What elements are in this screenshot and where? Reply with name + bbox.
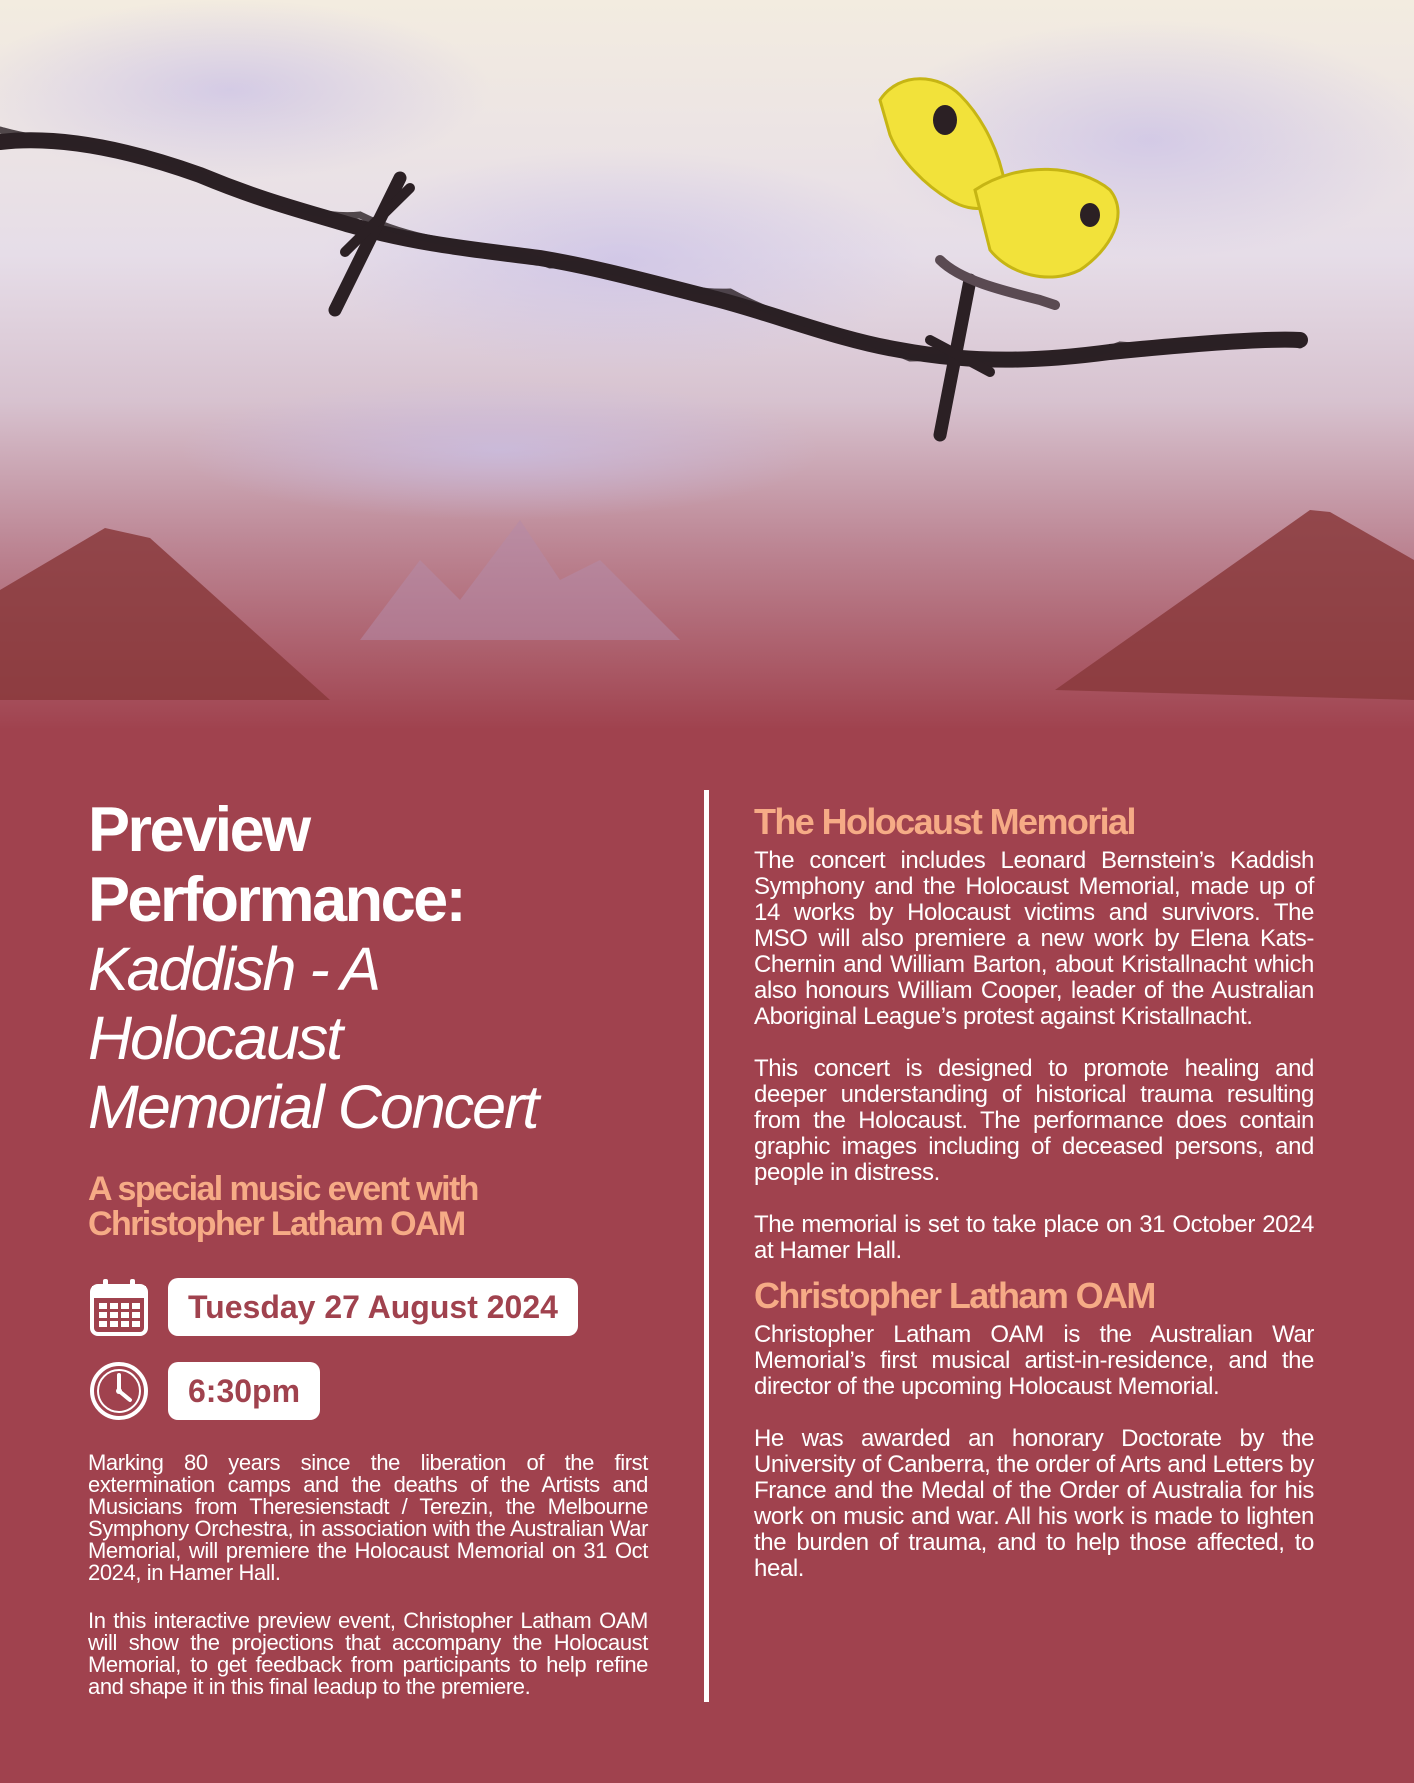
column-divider bbox=[704, 790, 709, 1702]
title-italic-line: Kaddish - A bbox=[88, 935, 380, 1003]
subtitle-line: A special music event with bbox=[88, 1170, 478, 1208]
title-italic-line: Holocaust bbox=[88, 1004, 342, 1072]
paragraph: In this interactive preview event, Christopher Latham OAM will show the projections that accompany the Holocaust Memorial, to get feedback from participants to help refine and shape it in this final leadup to the premiere. bbox=[88, 1608, 648, 1699]
paragraph: Christopher Latham OAM is the Australian War Memorial’s first musical artist-in-residence, and the director of the upcoming Holocaust Memorial. bbox=[754, 1321, 1314, 1400]
event-subtitle bbox=[88, 1172, 648, 1242]
latham-text bbox=[754, 1322, 1314, 1582]
event-date-badge: Tuesday 27 August 2024 bbox=[168, 1278, 578, 1336]
title-italic-line: Memorial Concert bbox=[88, 1073, 538, 1141]
title-bold-line: Performance: bbox=[88, 865, 465, 935]
latham-heading: Christopher Latham OAM bbox=[754, 1275, 1155, 1316]
title-bold-line: Preview bbox=[88, 795, 309, 865]
event-description bbox=[88, 1452, 648, 1698]
paragraph: The memorial is set to take place on 31 October 2024 at Hamer Hall. bbox=[754, 1211, 1314, 1264]
hero-illustration bbox=[0, 0, 1414, 730]
memorial-heading: The Holocaust Memorial bbox=[754, 801, 1135, 842]
paragraph: Marking 80 years since the liberation of the first extermination camps and the deaths of the Artists and Musicians from Theresienstadt / Terezin, the Melbourne Symphony Orchestra, in association with the Australian War Memorial, will premiere the Holocaust Memorial on 31 Oct 2024, in Hamer Hall. bbox=[88, 1450, 648, 1585]
time-row bbox=[88, 1360, 648, 1422]
paragraph: He was awarded an honorary Doctorate by the University of Canberra, the order of Arts and Letters by France and the Medal of the Order of Australia for his work on music and war. All his work is made to lighten the burden of trauma, and to help those affected, to heal. bbox=[754, 1425, 1314, 1582]
clock-icon bbox=[88, 1360, 150, 1422]
paragraph: This concert is designed to promote healing and deeper understanding of historical trauma resulting from the Holocaust. The performance does contain graphic images including of deceased persons, and people in distress. bbox=[754, 1055, 1314, 1186]
event-time-badge: 6:30pm bbox=[168, 1362, 320, 1420]
details-column bbox=[754, 800, 1314, 1608]
memorial-text bbox=[754, 848, 1314, 1264]
calendar-icon bbox=[88, 1276, 150, 1338]
paragraph: The concert includes Leonard Bernstein’s Kaddish Symphony and the Holocaust Memorial, made up of 14 works by Holocaust victims and survivors. The MSO will also premiere a new work by Elena Kats-Chernin and William Barton, about Kristallnacht which also honours William Cooper, leader of the Australian Aboriginal League’s protest against Kristallnacht. bbox=[754, 847, 1314, 1030]
date-row bbox=[88, 1276, 648, 1338]
subtitle-line: Christopher Latham OAM bbox=[88, 1205, 465, 1243]
event-overview bbox=[88, 795, 648, 1724]
